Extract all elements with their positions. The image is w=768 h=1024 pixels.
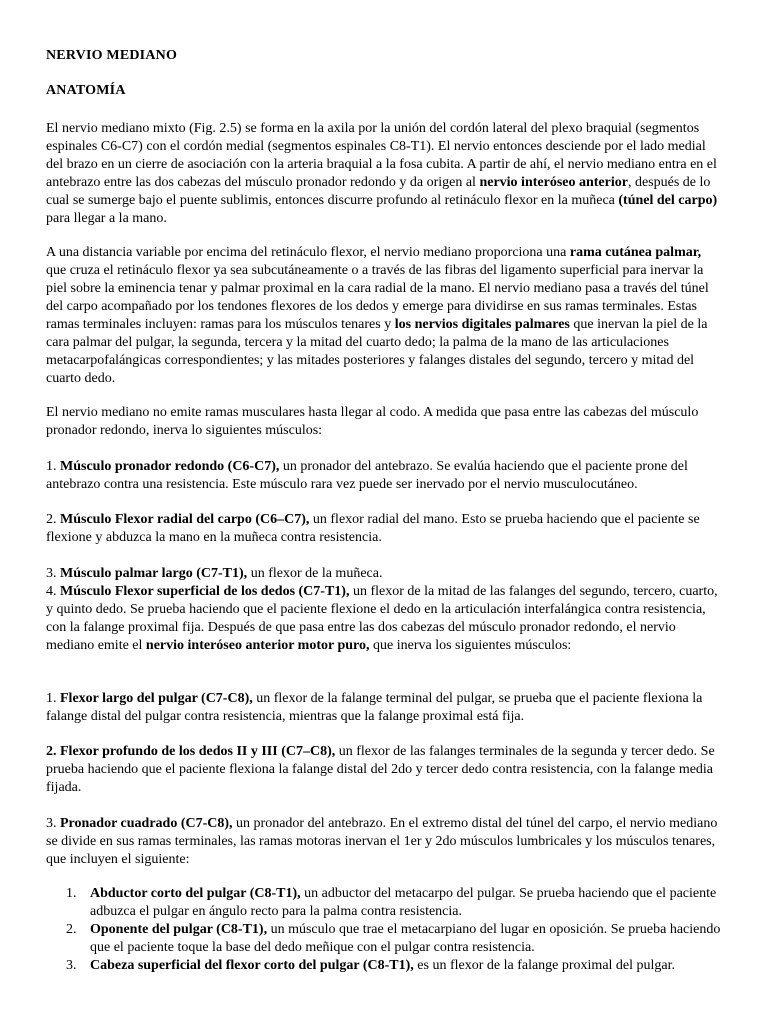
list-number: 3. [66,958,77,973]
bold-term: Músculo palmar largo (C7-T1), [60,566,248,581]
text-run: un pronador del antebrazo. En el extremo distal del túnel del carpo, el nervio mediano se divide en sus ramas terminales, las ramas motoras inervan el 1er y 2do músculos lumbricales y los músculos tenares, que incluyen el siguiente: [46,816,718,867]
text-run: que inerva los siguientes músculos: [369,638,572,653]
paragraph-muscles-intro [46,404,722,440]
list-item [66,957,722,975]
document-title: NERVIO MEDIANO [46,48,178,63]
muscle-item-1 [46,458,722,494]
text-run: para llegar a la mano. [46,211,167,226]
text-run: A una distancia variable por encima del retináculo flexor, el nervio mediano proporciona una [46,245,570,260]
text-run: El nervio mediano no emite ramas musculares hasta llegar al codo. A medida que pasa entre las cabezas del músculo pronador redondo, inerva lo siguientes músculos: [46,405,699,438]
bold-term: nervio interóseo anterior [479,175,628,190]
text-run: un flexor de la mitad de las falanges del segundo, tercero, cuarto, y quinto dedo. Se prueba haciendo que el paciente flexione el dedo en la articulación interfalángica contra resistencia, con la falange proximal fija. Después de que pasa entre las dos cabezas del músculo pronador redondo, el nervio mediano emite el [46,584,718,653]
item-number: 3. [46,566,60,581]
item-number: 1. [46,691,60,706]
muscle-item-4 [46,583,722,655]
section-heading: ANATOMÍA [46,83,126,98]
muscle-item-3 [46,565,722,583]
text-run: El nervio mediano mixto (Fig. 2.5) se forma en la axila por la unión del cordón lateral del plexo braquial (segmentos espinales C6-C7) con el cordón medial (segmentos espinales C8-T1). El nervio entonces desciende por el lado medial del brazo en un cierre de asociación con la arteria braquial a la fosa cubita. A partir de ahí, el nervio mediano entra en el antebrazo entre las dos cabezas del músculo pronador redondo y da origen al [46,121,717,190]
muscle-item-2 [46,511,722,547]
interosseous-item-3 [46,815,722,869]
bold-term: Abductor corto del pulgar (C8-T1), [90,886,301,901]
bold-term: nervio interóseo anterior motor puro, [145,638,370,653]
text-run: un flexor de la muñeca. [247,566,383,581]
list-number: 2. [66,922,77,937]
bold-term: 2. Flexor profundo de los dedos II y III (C7–C8), [46,744,336,759]
item-number: 4. [46,584,60,599]
bold-term: Músculo Flexor superficial de los dedos (C7-T1), [60,584,350,599]
paragraph-origin [46,120,722,228]
list-number: 1. [66,886,77,901]
text-run: un músculo que trae el metacarpiano del lugar en oposición. Se prueba haciendo que el paciente toque la base del dedo meñique con el pulgar contra resistencia. [90,922,721,955]
bold-term: Flexor largo del pulgar (C7-C8), [60,691,253,706]
interosseous-item-1 [46,690,722,726]
bold-term: (túnel del carpo) [618,193,718,208]
item-number: 1. [46,459,60,474]
item-number: 3. [46,816,60,831]
text-run: que cruza el retináculo flexor ya sea subcutáneamente o a través de las fibras del ligamento superficial para inervar la piel sobre la eminencia tenar y palmar proximal en la cara radial de la mano. El nervio mediano pasa a través del túnel del carpo acompañado por los tendones flexores de los dedos y emerge para dividirse en sus ramas terminales. Estas ramas terminales incluyen: ramas para los músculos tenares y [46,263,709,332]
paragraph-branches [46,244,722,388]
list-item [66,885,722,921]
text-run: es un flexor de la falange proximal del pulgar. [413,958,676,973]
bold-term: Oponente del pulgar (C8-T1), [90,922,268,937]
bold-term: los nervios digitales palmares [394,317,570,332]
list-item [66,921,722,957]
bold-term: Músculo pronador redondo (C6-C7), [60,459,280,474]
text-run: que inervan la piel de la cara palmar del pulgar, la segunda, tercera y la mitad del cuarto dedo; la palma de la mano de las articulaciones metacarpofalángicas correspondientes; y las mitades posteriores y falanges distales del segundo, tercero y mitad del cuarto dedo. [46,317,708,386]
interosseous-item-2 [46,743,722,797]
bold-term: Cabeza superficial del flexor corto del pulgar (C8-T1), [90,958,414,973]
text-run: un pronador del antebrazo. Se evalúa haciendo que el paciente prone del antebrazo contra una resistencia. Este músculo rara vez puede ser inervado por el nervio musculocutáneo. [46,459,688,492]
text-run: un adbuctor del metacarpo del pulgar. Se prueba haciendo que el paciente adbuzca el pulgar en ángulo recto para la palma contra resistencia. [90,886,717,919]
item-number: 2. [46,512,60,527]
text-run: un flexor de las falanges terminales de la segunda y tercer dedo. Se prueba haciendo que el paciente flexiona la falange distal del 2do y tercer dedo contra resistencia, con la falange media fijada. [46,744,715,795]
text-run: un flexor radial del mano. Esto se prueba haciendo que el paciente se flexione y abduzca la mano en la muñeca contra resistencia. [46,512,700,545]
bold-term: Pronador cuadrado (C7-C8), [60,816,233,831]
text-run: un flexor de la falange terminal del pulgar, se prueba que el paciente flexiona la falange distal del pulgar contra resistencia, mientras que la falange proximal está fija. [46,691,703,724]
thenar-muscles-list [66,885,722,975]
text-run: , después de lo cual se sumerge bajo el puente sublimis, entonces discurre profundo al retináculo flexor en la muñeca [46,175,711,208]
bold-term: rama cutánea palmar, [569,245,702,260]
bold-term: Músculo Flexor radial del carpo (C6–C7), [60,512,310,527]
